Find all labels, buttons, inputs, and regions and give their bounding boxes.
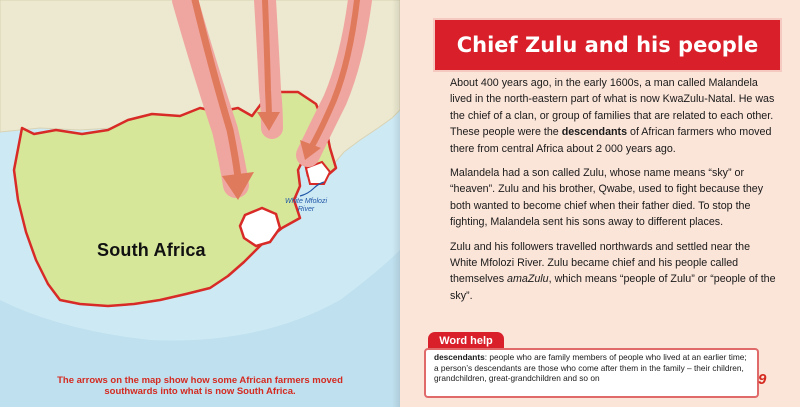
body-text [450, 75, 780, 312]
map-caption: The arrows on the map show how some African farmers moved southwards into what is now South Africa. [57, 375, 343, 397]
right-page [400, 0, 800, 407]
page-title: Chief Zulu and his people [456, 33, 759, 57]
word-help-term: descendants [434, 352, 485, 362]
page-number: 9 [758, 371, 767, 388]
arrow-line-2 [265, 0, 269, 120]
word-help-title: Word help [439, 335, 493, 347]
term-amazulu: amaZulu [507, 273, 549, 286]
paragraph-1-end: of African farmers who moved there from central Africa about 2 000 years ago. [450, 126, 772, 155]
word-help-meaning: : people who are family members of people who lived at an earlier time; a person’s descendants are those who come after them in the family – their children, grandchildren, great-grandchildren and so on [434, 352, 747, 384]
keyword-descendants: descendants [561, 126, 628, 139]
paragraph-1-start: About 400 years ago, in the early 1600s, a man called Malandela lived in the north-eastern part of what is now KwaZulu-Natal. He was the chief of a clan, or group of families that are related to each other. These people were the [450, 77, 775, 139]
paragraph-3-start: Zulu and his followers travelled northwards and settled near the White Mfolozi River. Zulu became chief and his people called themselves [450, 240, 751, 286]
paragraph-1 [450, 75, 780, 157]
title-banner [435, 20, 780, 70]
word-help-definition [434, 352, 752, 384]
river-label: White Mfolozi River [284, 198, 327, 213]
paragraph-3 [450, 239, 780, 305]
word-help-box [424, 348, 759, 398]
country-label: South Africa [97, 240, 206, 260]
paragraph-3-end: , which means “people of Zulu” or “people of the sky”. [450, 273, 776, 302]
paragraph-2: Malandela had a son called Zulu, whose name means “sky” or “heaven”. Zulu and his brother, Qwabe, used to fight because they both wanted to become chief when their father died. To stop the fighting, Malandela sent his sons away to different places. [450, 167, 764, 229]
